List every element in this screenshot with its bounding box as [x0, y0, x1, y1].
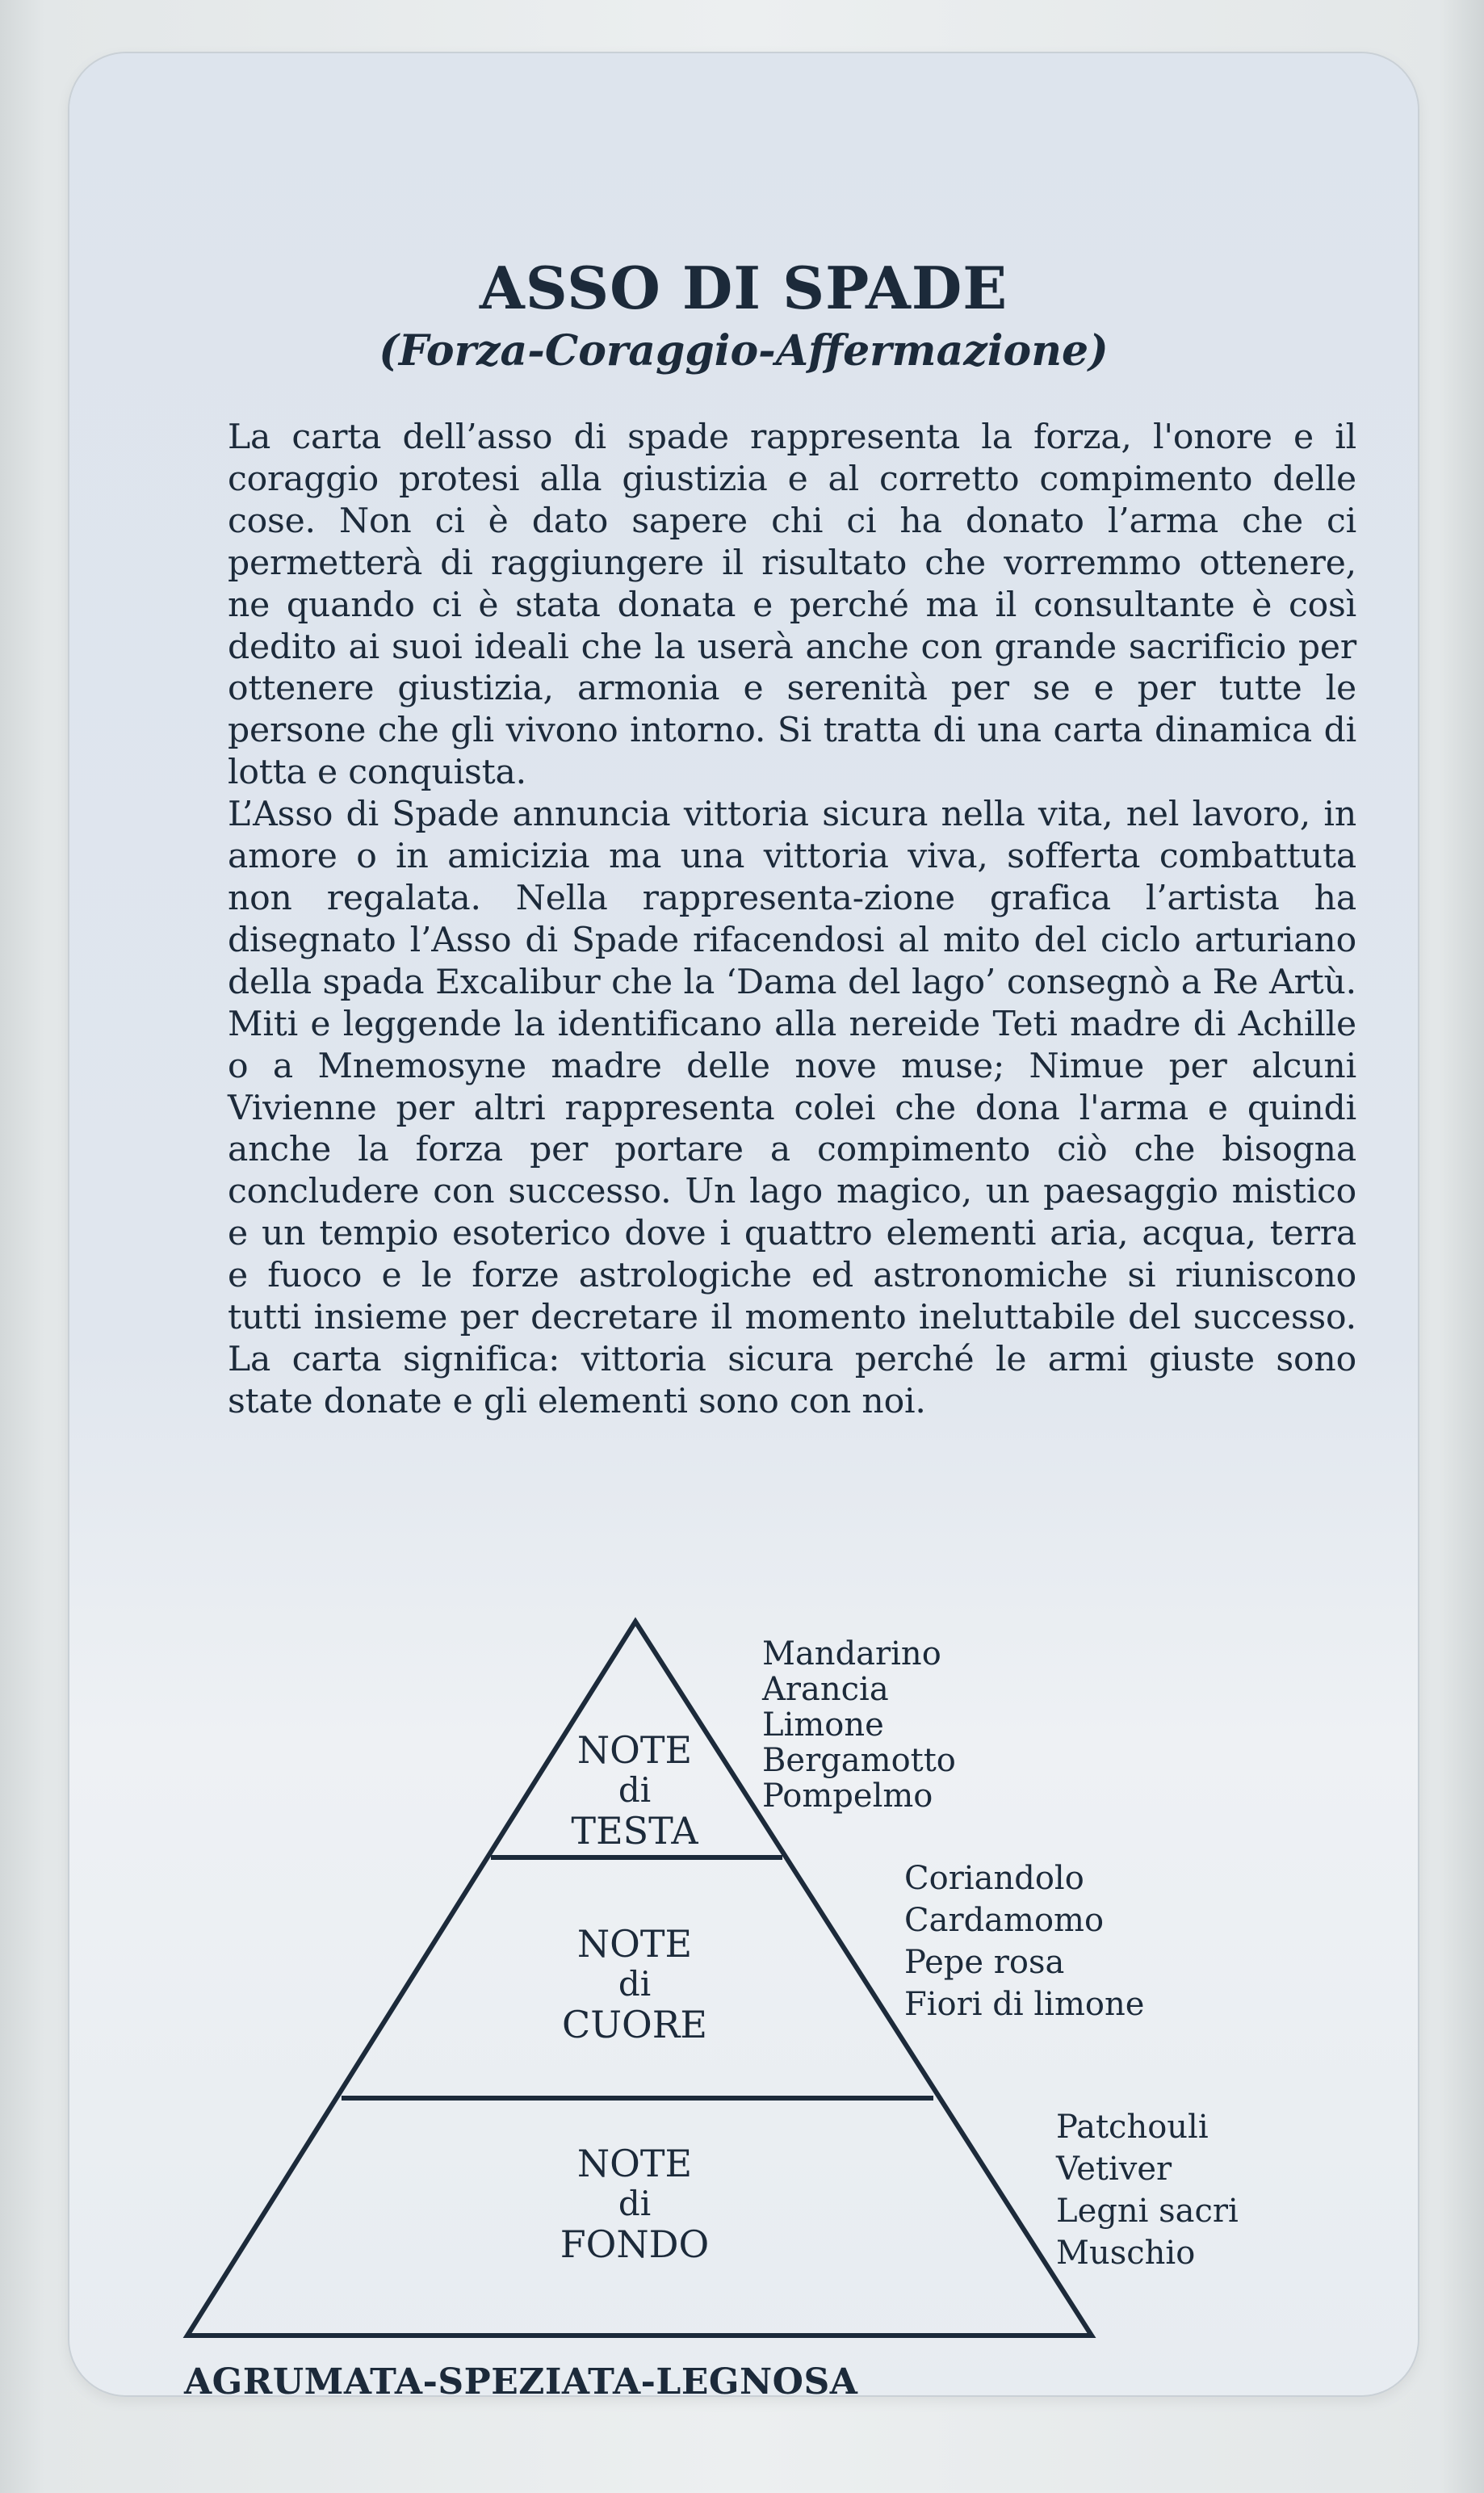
card-title: ASSO DI SPADE: [479, 254, 1008, 322]
tier-bottom-line-1: NOTE: [576, 2142, 693, 2185]
list-item: Vetiver: [1056, 2151, 1172, 2188]
fragrance-family: AGRUMATA-SPEZIATA-LEGNOSA: [184, 2361, 858, 2403]
heart-notes-list: [904, 1857, 1144, 2025]
tier-top-label: [554, 1730, 715, 1851]
tier-middle-label: [538, 1924, 732, 2045]
list-item: Mandarino: [762, 1635, 941, 1672]
list-item: Patchouli: [1056, 2109, 1209, 2146]
card-subtitle: (Forza-Coraggio-Affermazione): [379, 326, 1109, 376]
tier-top-line-1: NOTE: [576, 1728, 693, 1772]
tier-middle-line-1: NOTE: [576, 1922, 693, 1966]
list-item: Pepe rosa: [904, 1944, 1065, 1981]
tarot-card: [69, 53, 1418, 2403]
description-paragraph-1: La carta dell’asso di spade rappresenta la forza, l'onore e il coraggio protesi alla giustizia e al corretto compimento delle cose. Non ci è dato sapere chi ci ha donato l’arma che ci permetterà di raggiungere il risultato che vorremmo ottenere, ne quando ci è stata donata e perché ma il consultante è così dedito ai suoi ideali che la userà anche con grande sacrificio per ottenere giustizia, armonia e serenità per se e per tutte le persone che gli vivono intorno. Si tratta di una carta dinamica di lotta e conquista.: [228, 418, 1356, 793]
list-item: Arancia: [762, 1671, 889, 1708]
tier-top-line-3: TESTA: [571, 1809, 698, 1853]
tier-middle-line-3: CUORE: [562, 2003, 707, 2046]
list-item: Coriandolo: [904, 1860, 1084, 1897]
tier-top-line-2: di: [618, 1770, 652, 1810]
list-item: Muschio: [1056, 2235, 1196, 2272]
top-notes-list: [762, 1636, 956, 1814]
list-item: Bergamotto: [762, 1742, 956, 1779]
description-paragraph-2: L’Asso di Spade annuncia vittoria sicura nella vita, nel lavoro, in amore o in amicizia ma una vittoria viva, sofferta combattuta non regalata. Nella rappresenta-zione grafica l’artista ha disegnato l’Asso di Spade rifacendosi al mito del ciclo arturiano della spada Excalibur che la ‘Dama del lago’ consegnò a Re Artù. Miti e leggende la identificano alla nereide Teti madre di Achille o a Mnemosyne madre delle nove muse; Nimue per alcuni Vivienne per altri rappresenta colei che dona l'arma e quindi anche la forza per portare a compimento ciò che bisogna concludere con successo. Un lago magico, un paesaggio mistico e un tempio esoterico dove i quattro elementi aria, acqua, terra e fuoco e le forze astrologiche ed astronomiche si riuniscono tutti insieme per decretare il momento ineluttabile del successo. La carta significa: vittoria sicura perché le armi giuste sono state donate e gli elementi sono con noi.: [228, 795, 1356, 1421]
tier-bottom-line-3: FONDO: [560, 2222, 710, 2266]
list-item: Limone: [762, 1706, 884, 1744]
list-item: Legni sacri: [1056, 2193, 1239, 2230]
list-item: Fiori di limone: [904, 1986, 1145, 2023]
tier-bottom-line-2: di: [618, 2184, 652, 2223]
card-description: [228, 417, 1356, 1423]
list-item: Pompelmo: [762, 1777, 933, 1815]
list-item: Cardamomo: [904, 1902, 1105, 1939]
tier-middle-line-2: di: [618, 1964, 652, 2004]
tier-bottom-label: [538, 2143, 732, 2264]
base-notes-list: [1056, 2106, 1239, 2274]
